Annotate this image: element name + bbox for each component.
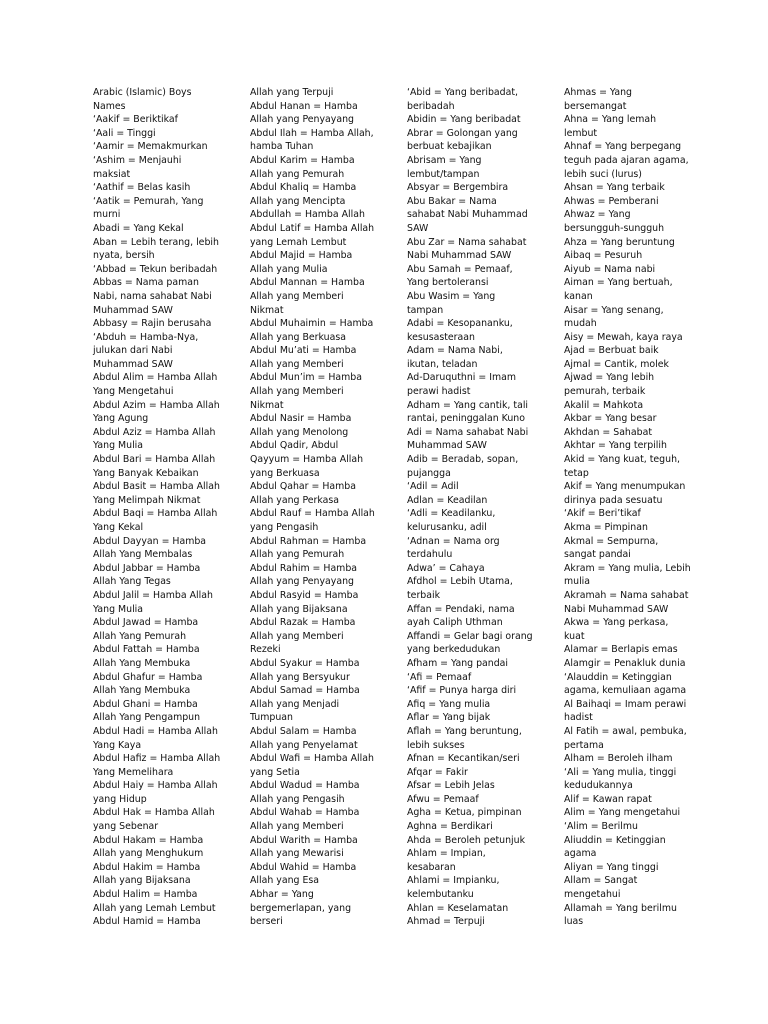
text-line: Abdul Salam = Hamba: [250, 725, 357, 737]
text-line: ‘Aathif = Belas kasih: [93, 182, 191, 194]
text-line: Akma = Pimpinan: [564, 522, 648, 533]
text-line: ‘Abduh = Hamba-Nya,: [93, 331, 199, 343]
text-line: yang Berkuasa: [250, 467, 320, 479]
text-line: ‘Adil = Adil: [407, 481, 459, 493]
text-line: ‘Adli = Keadilanku,: [407, 508, 496, 520]
text-line: Afqar = Fakir: [407, 766, 468, 778]
text-line: Abdul Razak = Hamba: [250, 617, 356, 629]
text-line: Abadi = Yang Kekal: [93, 222, 184, 234]
text-line: Abdul Hakim = Hamba: [93, 861, 201, 873]
text-line: julukan dari Nabi: [93, 345, 173, 357]
text-line: mudah: [564, 318, 597, 330]
text-line: Abdul Aziz = Hamba Allah: [93, 426, 216, 438]
text-line: yang Setia: [250, 766, 300, 778]
text-line: Abdul Khaliq = Hamba: [250, 182, 357, 194]
text-line: Arabic (Islamic) Boys: [93, 87, 192, 98]
text-line: Abdul Alim = Hamba Allah: [93, 372, 218, 384]
text-line: Abdul Jabbar = Hamba: [93, 562, 201, 574]
text-line: pertama: [564, 739, 604, 751]
text-line: kelurusanku, adil: [407, 522, 487, 533]
text-line: Allah yang Bijaksana: [250, 603, 348, 615]
text-line: Allah yang Menjadi: [250, 698, 340, 710]
text-line: Abdul Jalil = Hamba Allah: [93, 589, 213, 601]
text-line: Aisar = Yang senang,: [564, 304, 664, 316]
text-line: Allah Yang Pemurah: [93, 630, 187, 642]
text-line: kesabaran: [407, 861, 456, 873]
text-line: Akhtar = Yang terpilih: [564, 440, 667, 452]
text-line: Afdhol = Lebih Utama,: [407, 576, 513, 588]
text-line: lembut: [564, 127, 598, 139]
text-line: Abdul Mannan = Hamba: [250, 277, 365, 289]
text-line: lebih suci (lurus): [564, 168, 642, 180]
text-line: Adham = Yang cantik, tali: [407, 399, 529, 411]
text-line: ‘Afi = Pemaaf: [407, 671, 472, 683]
text-line: Abidin = Yang beribadat: [407, 114, 521, 126]
text-line: Aban = Lebih terang, lebih: [93, 236, 219, 248]
text-line: Abdul Ghafur = Hamba: [93, 671, 203, 683]
text-line: Abdul Wadud = Hamba: [250, 780, 360, 792]
text-line: Abdullah = Hamba Allah: [250, 209, 365, 221]
text-line: Afwu = Pemaaf: [407, 793, 479, 805]
text-line: maksiat: [93, 168, 131, 180]
text-line: Names: [93, 100, 126, 112]
text-line: Agha = Ketua, pimpinan: [407, 807, 522, 819]
text-line: terbaik: [407, 589, 441, 601]
text-line: Afsar = Lebih Jelas: [407, 780, 495, 792]
text-line: terdahulu: [407, 549, 453, 561]
text-line: Muhammad SAW: [93, 304, 173, 316]
text-line: ‘Akif = Beri’tikaf: [564, 508, 641, 520]
text-line: Allah yang Terpuji: [250, 87, 334, 98]
text-line: pemurah, terbaik: [564, 386, 646, 398]
text-line: Afnan = Kecantikan/seri: [407, 753, 520, 765]
text-line: hadist: [564, 712, 593, 724]
text-line: Abdul Jawad = Hamba: [93, 617, 199, 629]
text-line: Abdul Hakam = Hamba: [93, 834, 204, 846]
text-line: Abrisam = Yang: [407, 154, 482, 166]
text-line: Abdul Rahim = Hamba: [250, 562, 358, 574]
text-line: Allah yang Memberi: [250, 630, 344, 642]
text-line: Akwa = Yang perkasa,: [564, 617, 669, 629]
text-line: yang Hidup: [93, 793, 147, 805]
text-line: Ahza = Yang beruntung: [564, 236, 675, 248]
text-line: Nikmat: [250, 304, 284, 316]
text-line: Aiman = Yang bertuah,: [564, 277, 673, 289]
text-line: tetap: [564, 467, 589, 479]
text-line: Abu Zar = Nama sahabat: [407, 236, 527, 248]
text-line: SAW: [407, 222, 429, 234]
text-line: Abdul Haiy = Hamba Allah: [93, 780, 218, 792]
text-line: berbuat kebajikan: [407, 141, 492, 153]
text-line: dirinya pada sesuatu: [564, 494, 663, 506]
text-line: Aisy = Mewah, kaya raya: [564, 331, 683, 343]
text-line: Allah yang Memberi: [250, 386, 344, 398]
text-line: Abdul Wahab = Hamba: [250, 807, 360, 819]
text-line: ‘Ali = Yang mulia, tinggi: [564, 766, 677, 778]
text-line: sangat pandai: [564, 549, 631, 561]
text-line: nyata, bersih: [93, 250, 155, 262]
text-line: Adam = Nama Nabi,: [407, 345, 503, 357]
text-line: Allah yang Pengasih: [250, 793, 345, 805]
text-line: Nabi, nama sahabat Nabi: [93, 290, 212, 302]
text-line: Abdul Mun’im = Hamba: [250, 372, 362, 384]
text-line: ‘Alim = Berilmu: [564, 821, 638, 833]
text-line: Aflar = Yang bijak: [407, 712, 491, 724]
text-line: Ajmal = Cantik, molek: [564, 358, 669, 370]
text-line: tampan: [407, 304, 444, 316]
text-line: Adi = Nama sahabat Nabi: [407, 426, 529, 438]
text-line: kanan: [564, 290, 593, 302]
text-line: Akid = Yang kuat, teguh,: [564, 454, 680, 466]
text-line: Allah yang Bijaksana: [93, 875, 191, 887]
text-line: Abdul Qadir, Abdul: [250, 440, 339, 452]
text-line: sahabat Nabi Muhammad: [407, 209, 528, 221]
text-line: Abdul Ghani = Hamba: [93, 698, 198, 710]
text-line: Allam = Sangat: [564, 875, 638, 887]
text-line: Adib = Beradab, sopan,: [407, 454, 519, 466]
text-line: Aflah = Yang beruntung,: [407, 725, 522, 737]
text-line: Aibaq = Pesuruh: [564, 250, 643, 262]
text-line: Abdul Samad = Hamba: [250, 685, 360, 697]
text-line: Allah Yang Membuka: [93, 657, 191, 669]
text-line: Abdul Dayyan = Hamba: [93, 535, 207, 547]
text-line: Abdul Fattah = Hamba: [93, 644, 200, 656]
text-line: Aliuddin = Ketinggian: [564, 834, 666, 846]
text-line: ‘Afif = Punya harga diri: [407, 685, 517, 697]
text-line: Abdul Warith = Hamba: [250, 834, 358, 846]
text-line: Allah yang Pemurah: [250, 549, 345, 561]
text-line: Ad-Daruquthni = Imam: [407, 372, 516, 384]
text-line: ‘Abbad = Tekun beribadah: [93, 263, 218, 275]
text-line: Nabi Muhammad SAW: [564, 603, 669, 615]
text-line: ‘Ashim = Menjauhi: [93, 154, 182, 166]
text-line: murni: [93, 209, 121, 221]
text-line: hamba Tuhan: [250, 141, 314, 153]
text-line: Akif = Yang menumpukan: [564, 481, 686, 493]
text-line: Ajwad = Yang lebih: [564, 372, 655, 384]
text-line: Allah Yang Membalas: [93, 549, 193, 561]
text-line: Aghna = Berdikari: [407, 821, 493, 833]
text-line: Rezeki: [250, 644, 281, 656]
text-line: ‘Aali = Tinggi: [93, 127, 156, 139]
text-line: Adwa’ = Cahaya: [407, 562, 485, 574]
text-line: Akramah = Nama sahabat: [564, 589, 689, 601]
text-line: Abu Samah = Pemaaf,: [407, 263, 513, 275]
text-line: luas: [564, 916, 584, 928]
text-line: berseri: [250, 916, 283, 928]
text-line: Abdul Wafi = Hamba Allah: [250, 753, 374, 765]
text-line: Akalil = Mahkota: [564, 399, 644, 411]
text-line: Ahlan = Keselamatan: [407, 902, 509, 914]
text-line: Yang Agung: [93, 413, 149, 425]
text-line: kesusasteraan: [407, 331, 475, 343]
text-line: Allah yang Mencipta: [250, 195, 346, 207]
text-line: Allamah = Yang berilmu: [564, 902, 677, 914]
text-line: Ahlam = Impian,: [407, 848, 486, 860]
text-line: yang berkedudukan: [407, 644, 501, 656]
text-line: Nabi Muhammad SAW: [407, 250, 512, 262]
text-line: Allah yang Mulia: [250, 263, 328, 275]
text-line: Qayyum = Hamba Allah: [250, 454, 364, 466]
text-line: ‘Alauddin = Ketinggian: [564, 671, 672, 683]
text-line: ikutan, teladan: [407, 358, 478, 370]
text-line: Ahna = Yang lemah: [564, 114, 657, 126]
text-line: Al Fatih = awal, pembuka,: [564, 725, 687, 737]
text-line: beribadah: [407, 100, 455, 112]
text-line: Yang Mengetahui: [93, 386, 174, 398]
text-line: Abdul Rasyid = Hamba: [250, 589, 359, 601]
text-line: lembut/tampan: [407, 168, 480, 180]
text-line: Abdul Muhaimin = Hamba: [250, 318, 374, 330]
text-line: ‘Aatik = Pemurah, Yang: [93, 195, 204, 207]
text-line: Abu Bakar = Nama: [407, 195, 497, 207]
text-line: Akhdan = Sahabat: [564, 426, 652, 438]
text-line: Abdul Hadi = Hamba Allah: [93, 725, 218, 737]
text-line: Abdul Qahar = Hamba: [250, 481, 356, 493]
text-line: Abdul Rahman = Hamba: [250, 535, 367, 547]
text-column-1: [93, 86, 238, 929]
text-line: Abdul Azim = Hamba Allah: [93, 399, 220, 411]
text-line: Abbasy = Rajin berusaha: [93, 318, 212, 330]
text-line: Alham = Beroleh ilham: [564, 753, 673, 765]
text-line: Yang Melimpah Nikmat: [93, 494, 201, 506]
text-line: ‘Adnan = Nama org: [407, 535, 500, 547]
text-line: Abdul Wahid = Hamba: [250, 861, 357, 873]
text-line: Abdul Hamid = Hamba: [93, 916, 201, 928]
text-line: Tumpuan: [250, 712, 293, 724]
text-line: Muhammad SAW: [407, 440, 487, 452]
text-line: Abhar = Yang: [250, 889, 314, 901]
text-line: Al Baihaqi = Imam perawi: [564, 698, 687, 710]
text-line: Affan = Pendaki, nama: [407, 603, 515, 615]
text-line: Aiyub = Nama nabi: [564, 263, 656, 275]
text-line: Abdul Basit = Hamba Allah: [93, 481, 220, 493]
text-line: teguh pada ajaran agama,: [564, 154, 689, 166]
text-line: Affandi = Gelar bagi orang: [407, 630, 533, 642]
text-line: Allah yang Memberi: [250, 821, 344, 833]
text-line: Ahda = Beroleh petunjuk: [407, 834, 525, 846]
text-line: Abdul Syakur = Hamba: [250, 657, 360, 669]
text-line: Allah yang Penyelamat: [250, 739, 358, 751]
text-line: Allah yang Lemah Lembut: [93, 902, 216, 914]
text-line: agama, kemuliaan agama: [564, 685, 687, 697]
text-line: Allah yang Mewarisi: [250, 848, 344, 860]
text-line: Allah Yang Pengampun: [93, 712, 201, 724]
text-line: Yang Mulia: [93, 603, 144, 615]
text-column-2: [250, 86, 395, 929]
text-line: Yang Kaya: [93, 739, 142, 751]
text-line: Aliyan = Yang tinggi: [564, 861, 659, 873]
text-line: Allah yang Perkasa: [250, 494, 340, 506]
text-line: ‘Aakif = Beriktikaf: [93, 114, 178, 126]
text-line: Yang bertoleransi: [407, 277, 489, 289]
text-line: Yang Kekal: [93, 522, 144, 533]
text-line: Adabi = Kesopananku,: [407, 318, 513, 330]
text-line: lebih sukses: [407, 739, 465, 751]
text-line: yang Lemah Lembut: [250, 236, 347, 248]
text-line: Allah Yang Membuka: [93, 685, 191, 697]
text-line: Abu Wasim = Yang: [407, 290, 496, 302]
text-line: Abrar = Golongan yang: [407, 127, 518, 139]
text-line: Ahsan = Yang terbaik: [564, 182, 665, 194]
text-line: Alim = Yang mengetahui: [564, 807, 681, 819]
text-line: agama: [564, 848, 597, 860]
text-line: Yang Mulia: [93, 440, 144, 452]
text-line: Abdul Latif = Hamba Allah: [250, 222, 375, 234]
text-line: Abdul Mu’ati = Hamba: [250, 345, 357, 357]
text-line: Afham = Yang pandai: [407, 657, 509, 669]
text-line: Allah yang Memberi: [250, 358, 344, 370]
text-column-3: [407, 86, 552, 929]
text-line: Abdul Baqi = Hamba Allah: [93, 508, 218, 520]
text-line: Yang Memelihara: [93, 766, 174, 778]
text-line: Allah yang Memberi: [250, 290, 344, 302]
text-line: Abdul Ilah = Hamba Allah,: [250, 127, 374, 139]
text-line: Afiq = Yang mulia: [407, 698, 491, 710]
text-line: Abdul Nasir = Hamba: [250, 413, 352, 425]
text-line: Ahmas = Yang: [564, 87, 633, 98]
text-line: Ahnaf = Yang berpegang: [564, 141, 682, 153]
text-line: ‘Abid = Yang beribadat,: [407, 87, 518, 98]
text-line: yang Sebenar: [93, 821, 159, 833]
text-line: Akmal = Sempurna,: [564, 535, 659, 547]
text-line: Absyar = Bergembira: [407, 182, 509, 194]
text-line: bersemangat: [564, 100, 627, 112]
text-line: kuat: [564, 630, 585, 642]
text-line: Allah Yang Tegas: [93, 576, 171, 588]
text-line: Ahwaz = Yang: [564, 209, 631, 221]
text-line: Allah yang Esa: [250, 875, 320, 887]
text-line: Abdul Hanan = Hamba: [250, 100, 358, 112]
text-line: Allah yang Menolong: [250, 426, 349, 438]
text-line: Adlan = Keadilan: [407, 494, 488, 506]
text-line: rantai, peninggalan Kuno: [407, 413, 525, 425]
text-line: Abdul Karim = Hamba: [250, 154, 355, 166]
text-line: Allah yang Penyayang: [250, 576, 354, 588]
text-line: pujangga: [407, 467, 451, 479]
text-line: Ahwas = Pemberani: [564, 195, 659, 207]
text-line: bergemerlapan, yang: [250, 902, 352, 914]
text-line: kelembutanku: [407, 889, 474, 901]
text-column-4: [564, 86, 714, 929]
text-line: Allah yang Berkuasa: [250, 331, 346, 343]
text-line: mulia: [564, 576, 591, 588]
text-line: Akram = Yang mulia, Lebih: [564, 562, 691, 574]
text-line: Alif = Kawan rapat: [564, 793, 652, 805]
text-line: Abdul Majid = Hamba: [250, 250, 353, 262]
text-line: kedudukannya: [564, 780, 633, 792]
text-line: Allah yang Pemurah: [250, 168, 345, 180]
text-line: Abdul Halim = Hamba: [93, 889, 198, 901]
text-line: ‘Aamir = Memakmurkan: [93, 141, 208, 153]
text-line: Muhammad SAW: [93, 358, 173, 370]
text-line: Allah yang Penyayang: [250, 114, 354, 126]
text-line: Yang Banyak Kebaikan: [93, 467, 199, 479]
text-line: yang Pengasih: [250, 522, 319, 533]
text-line: Abbas = Nama paman: [93, 277, 199, 289]
text-line: Ahlami = Impianku,: [407, 875, 500, 887]
text-line: Abdul Hak = Hamba Allah: [93, 807, 215, 819]
text-line: Abdul Hafiz = Hamba Allah: [93, 753, 221, 765]
text-line: perawi hadist: [407, 386, 471, 398]
text-line: bersungguh-sungguh: [564, 222, 665, 234]
text-line: Abdul Bari = Hamba Allah: [93, 454, 216, 466]
text-line: Alamgir = Penakluk dunia: [564, 657, 686, 669]
text-line: Ajad = Berbuat baik: [564, 345, 659, 357]
text-line: Ahmad = Terpuji: [407, 916, 485, 928]
text-line: Akbar = Yang besar: [564, 413, 657, 425]
text-line: Allah yang Menghukum: [93, 848, 204, 860]
text-line: ayah Caliph Uthman: [407, 617, 503, 629]
text-line: Allah yang Bersyukur: [250, 671, 350, 683]
text-line: Abdul Rauf = Hamba Allah: [250, 508, 375, 520]
text-line: Nikmat: [250, 399, 284, 411]
text-line: mengetahui: [564, 889, 621, 901]
text-line: Alamar = Berlapis emas: [564, 644, 678, 656]
